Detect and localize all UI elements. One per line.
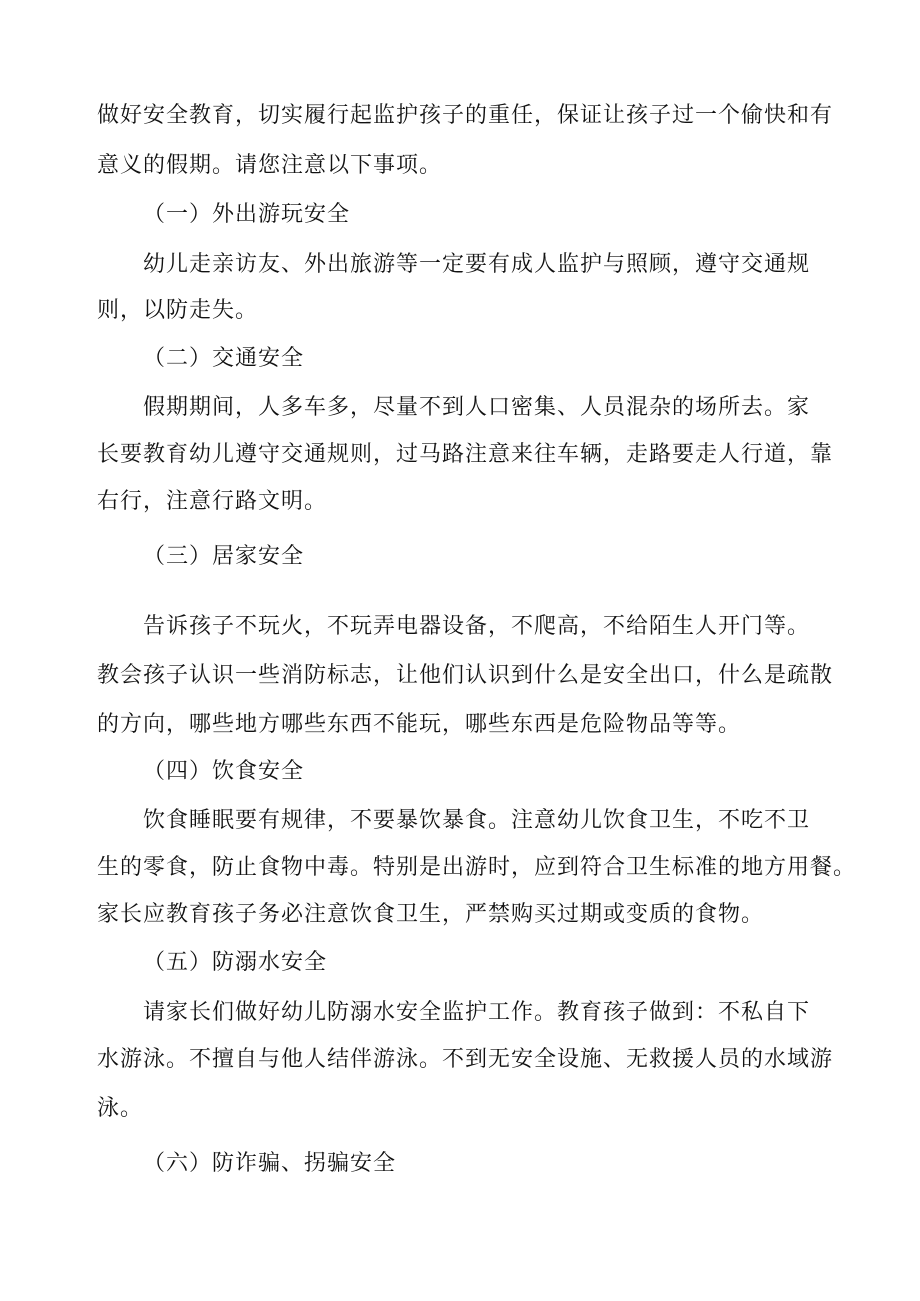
paragraph-line: 幼儿走亲访友、外出旅游等一定要有成人监护与照顾，遵守交通规: [143, 252, 811, 277]
paragraph-line: 右行，注意行路文明。: [97, 489, 328, 514]
section-heading: （一）外出游玩安全: [143, 202, 351, 227]
paragraph-line: 饮食睡眠要有规律，不要暴饮暴食。注意幼儿饮食卫生，不吃不卫: [143, 808, 811, 833]
paragraph-line: 生的零食，防止食物中毒。特别是出游时，应到符合卫生标准的地方用餐。: [97, 855, 857, 880]
paragraph-line: 则，以防走失。: [97, 298, 259, 323]
paragraph-line: 的方向，哪些地方哪些东西不能玩，哪些东西是危险物品等等。: [97, 712, 742, 737]
section-heading: （二）交通安全: [143, 346, 305, 371]
paragraph-line: 教会孩子认识一些消防标志，让他们认识到什么是安全出口，什么是疏散: [97, 663, 834, 688]
section-heading: （五）防溺水安全: [143, 950, 328, 975]
section-heading: （四）饮食安全: [143, 759, 305, 784]
intro-line: 意义的假期。请您注意以下事项。: [97, 153, 443, 178]
section-heading: （三）居家安全: [143, 544, 305, 569]
section-heading: （六）防诈骗、拐骗安全: [143, 1151, 397, 1176]
paragraph-line: 请家长们做好幼儿防溺水安全监护工作。教育孩子做到：不私自下: [143, 1000, 811, 1025]
paragraph-line: 水游泳。不擅自与他人结伴游泳。不到无安全设施、无救援人员的水域游: [97, 1047, 834, 1072]
paragraph-line: 家长应教育孩子务必注意饮食卫生，严禁购买过期或变质的食物。: [97, 902, 765, 927]
intro-line: 做好安全教育，切实履行起监护孩子的重任，保证让孩子过一个偷快和有: [97, 103, 834, 128]
paragraph-line: 泳。: [97, 1096, 144, 1121]
paragraph-line: 告诉孩子不玩火，不玩弄电器设备，不爬高，不给陌生人开门等。: [143, 614, 811, 639]
paragraph-line: 假期期间，人多车多，尽量不到人口密集、人员混杂的场所去。家: [143, 395, 811, 420]
paragraph-line: 长要教育幼儿遵守交通规则，过马路注意来往车辆，走路要走人行道，靠: [97, 442, 834, 467]
